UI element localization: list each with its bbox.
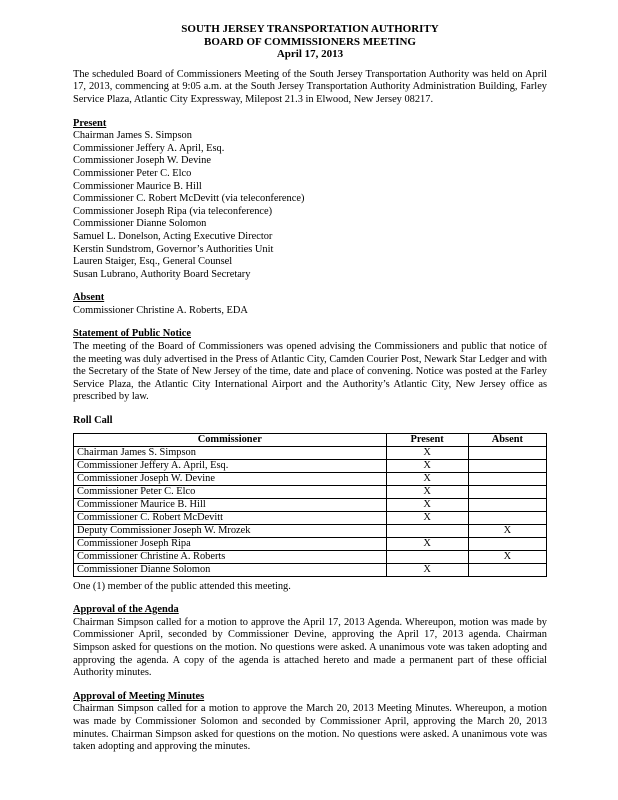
absent-cell <box>468 537 546 550</box>
present-item: Commissioner Dianne Solomon <box>73 218 207 230</box>
public-attendance-note: One (1) member of the public attended this meeting. <box>73 580 291 592</box>
table-row <box>74 550 547 563</box>
absent-cell: X <box>468 550 546 563</box>
meeting-title: BOARD OF COMMISSIONERS MEETING <box>204 35 416 48</box>
table-row <box>74 485 547 498</box>
commissioner-cell: Deputy Commissioner Joseph W. Mrozek <box>74 524 387 537</box>
present-cell <box>386 550 468 563</box>
absent-cell <box>468 498 546 511</box>
absent-heading: Absent <box>73 292 105 304</box>
absent-cell <box>468 485 546 498</box>
commissioner-cell: Commissioner Dianne Solomon <box>74 563 387 576</box>
absent-cell: X <box>468 524 546 537</box>
present-item: Kerstin Sundstrom, Governor’s Authorities Unit <box>73 243 274 255</box>
present-item: Chairman James S. Simpson <box>73 130 192 142</box>
present-item: Commissioner Peter C. Elco <box>73 167 192 179</box>
absent-cell <box>468 563 546 576</box>
document-header <box>73 23 547 61</box>
agenda-text: Chairman Simpson called for a motion to approve the April 17, 2013 Agenda. Whereupon, motion was made by Commissioner April, seconded by Commissioner Devine, approving the April 17, 2013 agenda. Chairman Simpson asked for questions on the motion. No questions were asked. A unanimous vote was taken adopting and approving the agenda. A copy of the agenda is attached hereto and made a permanent part of these official Authority minutes. <box>73 616 547 679</box>
authority-name: SOUTH JERSEY TRANSPORTATION AUTHORITY <box>181 23 439 35</box>
table-row <box>74 537 547 550</box>
table-row <box>74 524 547 537</box>
intro-paragraph: The scheduled Board of Commissioners Meeting of the South Jersey Transportation Authority was held on April 17, 2013, commencing at 9:05 a.m. at the South Jersey Transportation Authority Administration Building, Farley Service Plaza, Atlantic City Expressway, Milepost 21.3 in Elwood, New Jersey 08217. <box>73 68 547 105</box>
public-notice-text: The meeting of the Board of Commissioners was opened advising the Commissioners and public that notice of the meeting was duly advertised in the Press of Atlantic City, Camden Courier Post, Newark Star Ledger and with the Secretary of the State of New Jersey of the time, date and place of convening. Notice was posted at the Farley Service Plaza, the Atlantic City International Airport and the Authority’s Atlantic City, New Jersey office as prescribed by law. <box>73 341 547 403</box>
commissioner-cell: Chairman James S. Simpson <box>74 446 387 459</box>
commissioner-cell: Commissioner Christine A. Roberts <box>74 550 387 563</box>
present-item: Commissioner C. Robert McDevitt (via teleconference) <box>73 193 305 205</box>
column-header: Present <box>386 433 468 446</box>
roll-call-table <box>73 433 547 577</box>
commissioner-cell: Commissioner Joseph W. Devine <box>74 472 387 485</box>
absent-cell <box>468 459 546 472</box>
commissioner-cell: Commissioner Peter C. Elco <box>74 485 387 498</box>
table-header-row <box>74 433 547 446</box>
public-notice-heading: Statement of Public Notice <box>73 328 192 340</box>
present-item: Lauren Staiger, Esq., General Counsel <box>73 256 233 268</box>
present-cell: X <box>386 563 468 576</box>
present-item: Samuel L. Donelson, Acting Executive Director <box>73 230 273 242</box>
present-item: Commissioner Jeffery A. April, Esq. <box>73 142 225 154</box>
table-row <box>74 459 547 472</box>
present-cell: X <box>386 472 468 485</box>
present-heading: Present <box>73 117 107 129</box>
commissioner-cell: Commissioner C. Robert McDevitt <box>74 511 387 524</box>
present-item: Commissioner Joseph Ripa (via teleconference) <box>73 205 273 217</box>
table-row <box>74 563 547 576</box>
absent-cell <box>468 446 546 459</box>
column-header: Absent <box>468 433 546 446</box>
table-row <box>74 498 547 511</box>
present-cell: X <box>386 498 468 511</box>
minutes-page <box>73 23 547 754</box>
present-list <box>73 130 547 281</box>
present-cell: X <box>386 511 468 524</box>
present-cell: X <box>386 485 468 498</box>
present-cell <box>386 524 468 537</box>
present-item: Commissioner Joseph W. Devine <box>73 155 211 167</box>
absent-item: Commissioner Christine A. Roberts, EDA <box>73 304 248 316</box>
roll-call-heading: Roll Call <box>73 415 113 427</box>
commissioner-cell: Commissioner Joseph Ripa <box>74 537 387 550</box>
table-row <box>74 472 547 485</box>
present-item: Commissioner Maurice B. Hill <box>73 180 202 192</box>
minutes-text: Chairman Simpson called for a motion to approve the March 20, 2013 Meeting Minutes. Whereupon, a motion was made by Commissioner Solomon and seconded by Commissioner April, approving the March 20, 2013 minutes. Chairman Simpson asked for questions on the motion. No questions were asked. A unanimous vote was taken adopting and approving the minutes. <box>73 703 547 753</box>
present-cell: X <box>386 446 468 459</box>
commissioner-cell: Commissioner Maurice B. Hill <box>74 498 387 511</box>
column-header: Commissioner <box>74 433 387 446</box>
minutes-heading: Approval of Meeting Minutes <box>73 690 205 702</box>
absent-cell <box>468 511 546 524</box>
table-row <box>74 446 547 459</box>
agenda-heading: Approval of the Agenda <box>73 604 179 616</box>
meeting-date: April 17, 2013 <box>276 48 344 61</box>
present-item: Susan Lubrano, Authority Board Secretary <box>73 268 251 280</box>
present-cell: X <box>386 537 468 550</box>
absent-cell <box>468 472 546 485</box>
commissioner-cell: Commissioner Jeffery A. April, Esq. <box>74 459 387 472</box>
present-cell: X <box>386 459 468 472</box>
table-row <box>74 511 547 524</box>
